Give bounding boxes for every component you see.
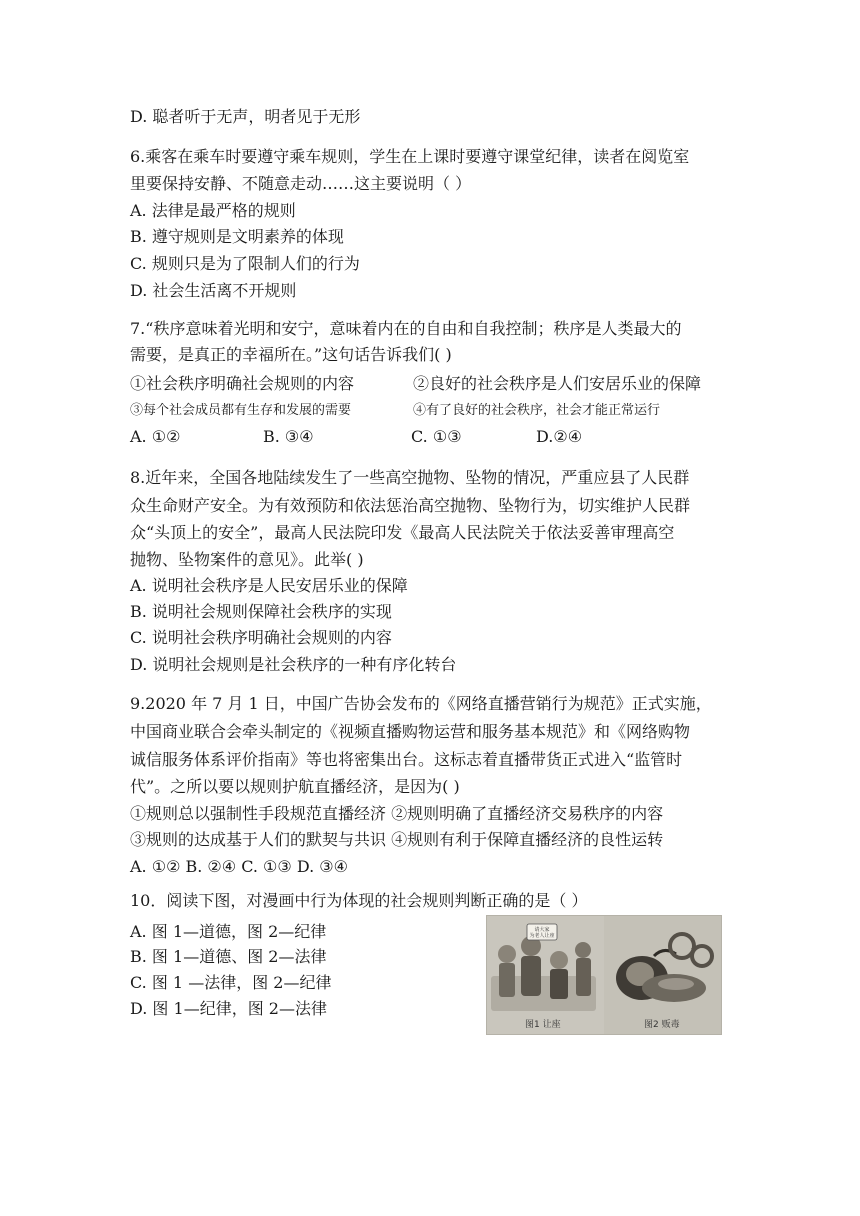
figure-caption-2: 图2 贩毒 [644, 1020, 680, 1030]
q6-option-a: A. 法律是最严格的规则 [130, 201, 296, 220]
figure-caption-1: 图1 让座 [525, 1020, 561, 1030]
q8-stem-line3: 众“头顶上的安全”，最高人民法院印发《最高人民法院关于依法妥善审理高空 [130, 523, 675, 542]
cartoon-panel-2 [604, 916, 721, 1034]
q8-stem-line4: 抛物、坠物案件的意见》。此举( ) [130, 550, 364, 569]
q6-stem-line2: 里要保持安静、不随意走动……这主要说明（ ） [130, 174, 472, 193]
q6-option-b: B. 遵守规则是文明素养的体现 [130, 227, 344, 246]
q7-choice-c: C. ①③ [411, 427, 462, 446]
q10-option-d: D. 图 1—纪律，图 2—法律 [130, 999, 327, 1018]
q7-choice-d: D.②④ [536, 427, 583, 446]
q9-stem-line2: 中国商业联合会牵头制定的《视频直播购物运营和服务基本规范》和《网络购物 [130, 722, 691, 741]
q6-stem-line1: 6.乘客在乘车时要遵守乘车规则，学生在上课时要遵守课堂纪律，读者在阅览室 [130, 147, 690, 166]
bubble-text-line2: 为老人让座 [529, 933, 555, 939]
q7-choice-a: A. ①② [130, 427, 181, 446]
q8-option-b: B. 说明社会规则保障社会秩序的实现 [130, 602, 392, 621]
q5-option-d: D. 聪者听于无声，明者见于无形 [130, 107, 361, 126]
q8-option-a: A. 说明社会秩序是人民安居乐业的保障 [130, 576, 408, 595]
q7-item-4: ④有了良好的社会秩序，社会才能正常运行 [413, 403, 661, 418]
q8-option-c: C. 说明社会秩序明确社会规则的内容 [130, 628, 392, 647]
cartoon-panel-1 [487, 916, 604, 1034]
q10-stem: 10．阅读下图，对漫画中行为体现的社会规则判断正确的是（ ） [130, 891, 588, 910]
q9-stem-line3: 诚信服务体系评价指南》等也将密集出台。这标志着直播带货正式进入“监管时 [130, 750, 683, 769]
q8-stem-line1: 8.近年来，全国各地陆续发生了一些高空抛物、坠物的情况，严重应县了人民群 [130, 468, 690, 487]
q7-item-3: ③每个社会成员都有生存和发展的需要 [130, 403, 352, 418]
q9-stem-line1: 9.2020 年 7 月 1 日，中国广告协会发布的《网络直播营销行为规范》正式实施， [130, 694, 712, 713]
q9-stem-line4: 代”。之所以要以规则护航直播经济，是因为( ) [130, 777, 460, 796]
q7-item-2: ②良好的社会秩序是人们安居乐业的保障 [413, 374, 702, 393]
q7-choice-b: B. ③④ [263, 427, 314, 446]
q7-stem-line1: 7.“秩序意味着光明和安宁，意味着内在的自由和自我控制；秩序是人类最大的 [130, 319, 682, 338]
q8-stem-line2: 众生命财产安全。为有效预防和依法惩治高空抛物、坠物行为，切实维护人民群 [130, 496, 691, 515]
q9-items-line2: ③规则的达成基于人们的默契与共识 ④规则有利于保障直播经济的良性运转 [130, 830, 664, 849]
q6-option-c: C. 规则只是为了限制人们的行为 [130, 254, 360, 273]
bubble-text-line1: 请大家 [534, 927, 550, 933]
q9-choices: A. ①② B. ②④ C. ①③ D. ③④ [130, 857, 348, 876]
q8-option-d: D. 说明社会规则是社会秩序的一种有序化转台 [130, 655, 457, 674]
q7-item-1: ①社会秩序明确社会规则的内容 [130, 374, 355, 393]
q10-option-a: A. 图 1—道德，图 2—纪律 [130, 922, 327, 941]
q6-option-d: D. 社会生活离不开规则 [130, 281, 297, 300]
q10-cartoon-figure [486, 915, 722, 1035]
q10-option-c: C. 图 1 —法律，图 2—纪律 [130, 973, 332, 992]
q7-stem-line2: 需要，是真正的幸福所在。”这句话告诉我们( ) [130, 345, 452, 364]
q9-items-line1: ①规则总以强制性手段规范直播经济 ②规则明确了直播经济交易秩序的内容 [130, 804, 664, 823]
q10-option-b: B. 图 1—道德、图 2—法律 [130, 947, 327, 966]
